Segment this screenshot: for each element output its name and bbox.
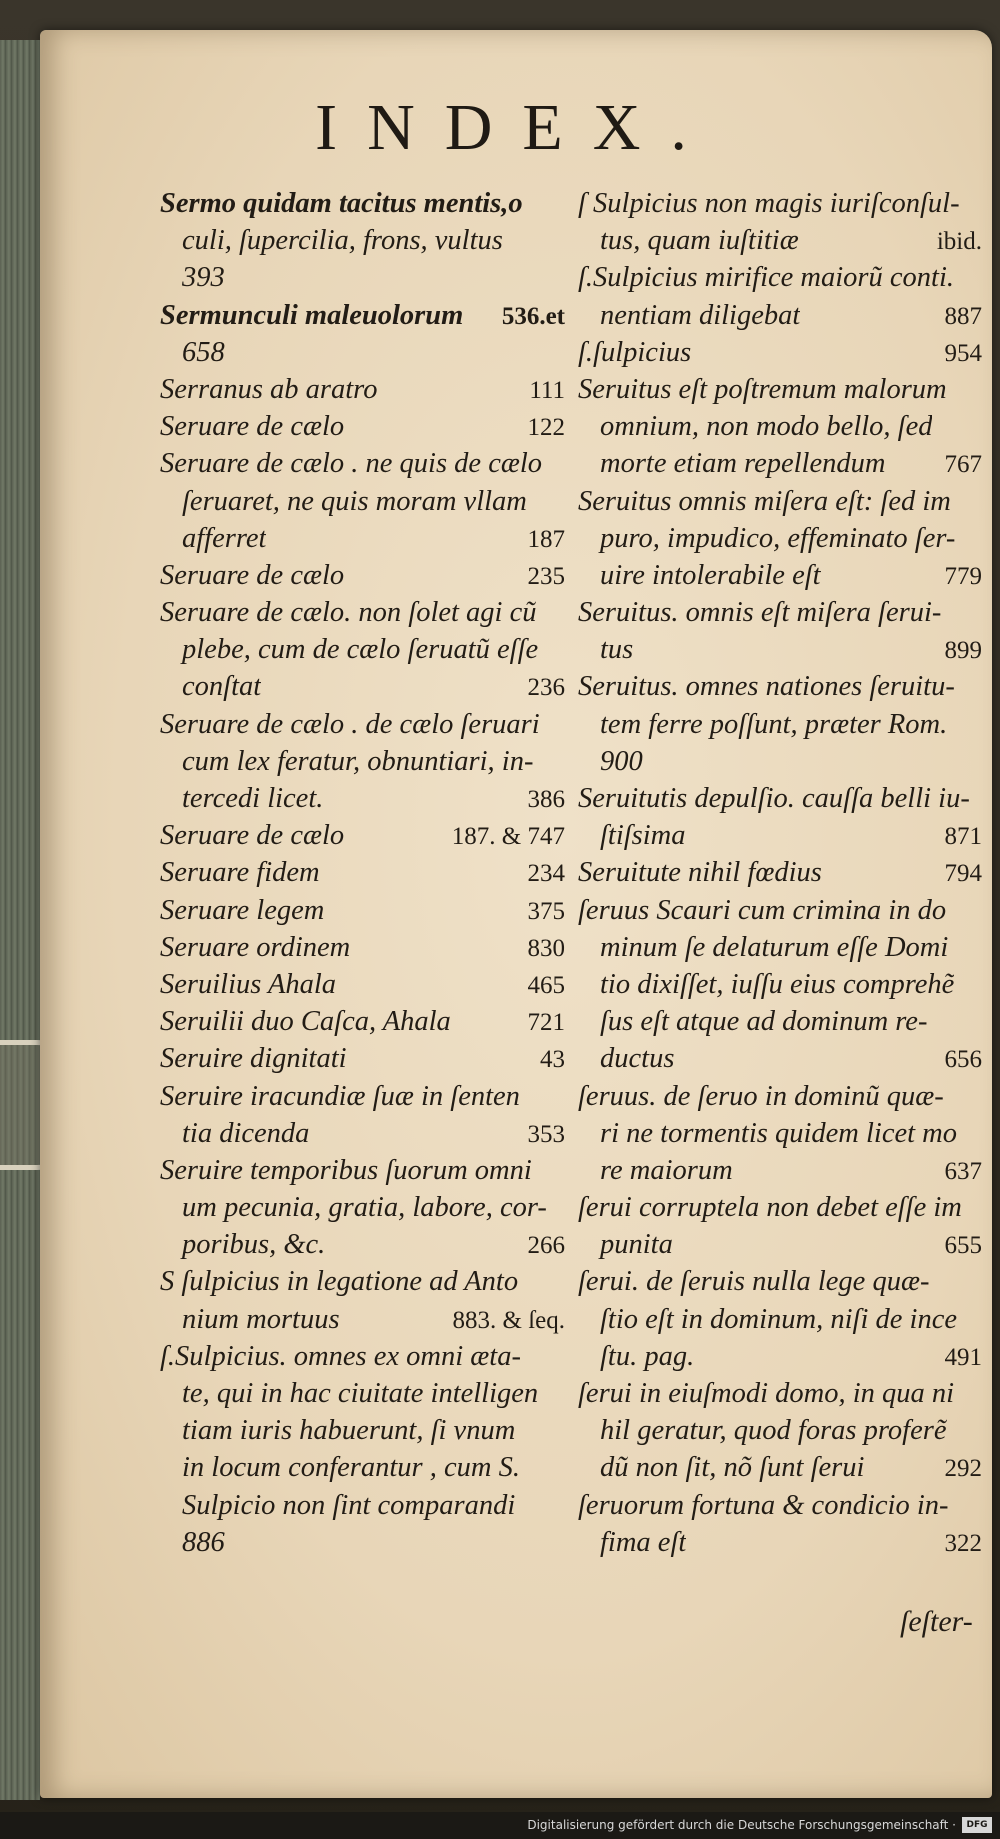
index-entry-line — [578, 1449, 982, 1486]
entry-text: Seruare legem — [160, 894, 325, 926]
entry-page-ref: 187. & 747 — [451, 823, 565, 851]
entry-text: ſ.Sulpicius. omnes ex omni æta- — [160, 1340, 521, 1372]
entry-text: Seruire dignitati — [160, 1043, 347, 1075]
index-entry-line — [578, 817, 982, 854]
index-entry-line — [578, 334, 982, 371]
entry-text: minum ſe delaturum eſſe Domi — [600, 931, 949, 963]
entry-text: te, qui in hac ciuitate intelligen — [182, 1378, 539, 1409]
entry-text: punita — [600, 1229, 673, 1261]
index-entry-line — [160, 1003, 565, 1040]
entry-text: ductus — [600, 1043, 675, 1075]
entry-text: ſus eſt atque ad dominum re- — [600, 1006, 928, 1038]
index-entry-line — [160, 1226, 565, 1263]
entry-text: Sermunculi maleuolorum — [160, 299, 464, 331]
index-entry-line — [160, 1115, 565, 1152]
index-entry-line — [160, 297, 565, 334]
index-entry-line — [160, 892, 565, 929]
index-column-left — [160, 185, 565, 1561]
index-entry-line — [578, 1412, 982, 1449]
index-entry-line — [578, 483, 982, 520]
entry-text: puro, impudico, effeminato ſer- — [600, 522, 956, 554]
entry-text: Seruitus omnis miſera eſt: ſed im — [578, 485, 951, 517]
entry-page-ref: 375 — [527, 897, 565, 925]
index-entry-line — [160, 1524, 565, 1561]
entry-text: conſtat — [182, 671, 262, 703]
index-entry-line — [160, 1040, 565, 1077]
footer-bar — [0, 1812, 1000, 1839]
entry-text: nentiam diligebat — [600, 299, 801, 331]
entry-page-ref: 122 — [527, 414, 565, 442]
entry-text: 393 — [182, 262, 225, 294]
entry-text: Seruitus eſt poſtremum malorum — [578, 373, 947, 405]
entry-text: uire intolerabile eſt — [600, 559, 821, 591]
index-entry-line — [578, 780, 982, 817]
index-entry-line — [578, 371, 982, 408]
index-entry-line — [160, 371, 565, 408]
entry-text: cum lex feratur, obnuntiari, in- — [182, 745, 534, 777]
index-entry-line — [160, 1189, 565, 1226]
dfg-logo: DFG — [962, 1817, 992, 1833]
index-entry-line — [578, 408, 982, 445]
index-entry-line — [578, 222, 982, 259]
entry-page-ref: 235 — [527, 562, 565, 590]
entry-text: Seruare de cælo . ne quis de cælo — [160, 448, 543, 480]
index-entry-line — [578, 1338, 982, 1375]
entry-text: 658 — [182, 336, 225, 368]
entry-page-ref: 779 — [944, 562, 982, 590]
index-entry-line — [160, 929, 565, 966]
index-entry-line — [160, 1449, 565, 1486]
entry-text: S ſulpicius in legatione ad Anto — [160, 1266, 519, 1298]
index-entry-line — [578, 706, 982, 743]
index-entry-line — [578, 557, 982, 594]
index-entry-line — [578, 1226, 982, 1263]
entry-page-ref: 637 — [944, 1157, 982, 1185]
index-entry-line — [160, 1152, 565, 1189]
entry-page-ref: 656 — [944, 1046, 982, 1074]
index-entry-line — [160, 1338, 565, 1375]
entry-page-ref: 883. & ſeq. — [452, 1306, 565, 1334]
entry-text: dũ non ſit, nõ ſunt ſerui — [600, 1452, 865, 1484]
index-entry-line — [578, 1301, 982, 1338]
entry-text: Seruitute nihil fœdius — [578, 857, 822, 889]
index-entry-line — [578, 297, 982, 334]
index-entry-line — [160, 557, 565, 594]
entry-page-ref: ibid. — [936, 228, 982, 256]
index-entry-line — [578, 1003, 982, 1040]
entry-text: um pecunia, gratia, labore, cor- — [182, 1192, 547, 1224]
entry-text: Seruare fidem — [160, 857, 320, 889]
catchword: ſeſter- — [900, 1605, 973, 1638]
index-entry-line — [160, 222, 565, 259]
entry-text: ſeruaret, ne quis moram vllam — [182, 485, 527, 517]
entry-text: hil geratur, quod foras proferẽ — [600, 1415, 947, 1447]
entry-text: ſtu. pag. — [600, 1340, 695, 1372]
entry-page-ref: 111 — [529, 376, 565, 404]
index-entry-line — [160, 631, 565, 668]
entry-text: tus — [600, 634, 634, 666]
index-entry-line — [160, 966, 565, 1003]
entry-page-ref: 830 — [527, 934, 565, 962]
index-entry-line — [160, 445, 565, 482]
index-entry-line — [578, 1152, 982, 1189]
index-entry-line — [578, 929, 982, 966]
entry-text: Seruire temporibus ſuorum omni — [160, 1154, 532, 1186]
entry-text: Seruilii duo Caſca, Ahala — [160, 1006, 451, 1038]
index-entry-line — [160, 1412, 565, 1449]
index-entry-line — [160, 1301, 565, 1338]
entry-text: ſ.ſulpicius — [578, 336, 692, 368]
entry-page-ref: 187 — [527, 525, 565, 553]
entry-page-ref: 43 — [540, 1046, 565, 1074]
entry-text: Seruare de cælo — [160, 411, 345, 443]
entry-text: tio dixiſſet, iuſſu eius comprehẽ — [600, 968, 955, 1000]
index-entry-line — [578, 1375, 982, 1412]
entry-text: 886 — [182, 1526, 225, 1558]
entry-page-ref: 236 — [527, 674, 565, 702]
entry-page-ref: 767 — [944, 451, 982, 479]
index-entry-line — [578, 1115, 982, 1152]
index-entry-line — [578, 668, 982, 705]
index-entry-line — [578, 1189, 982, 1226]
index-entry-line — [578, 445, 982, 482]
book-page — [40, 30, 992, 1798]
index-entry-line — [578, 594, 982, 631]
entry-page-ref: 386 — [527, 786, 565, 813]
entry-text: ſeruus Scauri cum crimina in do — [578, 894, 947, 926]
entry-text: Seruare de cælo. non ſolet agi cũ — [160, 597, 537, 629]
footer-credit: Digitalisierung gefördert durch die Deutsche Forschungsgemeinschaft · — [527, 1818, 956, 1832]
entry-text: omnium, non modo bello, ſed — [600, 411, 933, 443]
entry-text: Seruitus. omnis eſt miſera ſerui- — [578, 597, 942, 629]
index-entry-line — [160, 854, 565, 891]
entry-text: ſerui corruptela non debet eſſe im — [578, 1192, 962, 1224]
entry-text: Serranus ab aratro — [160, 373, 378, 405]
index-entry-line — [578, 1524, 982, 1561]
index-entry-line — [160, 668, 565, 705]
entry-text: Seruare ordinem — [160, 931, 351, 963]
entry-text: tercedi licet. — [182, 783, 324, 814]
entry-text: Seruire iracundiæ ſuæ in ſenten — [160, 1080, 520, 1112]
entry-page-ref: 721 — [527, 1009, 565, 1037]
entry-text: morte etiam repellendum — [600, 448, 886, 480]
entry-page-ref: 871 — [944, 823, 982, 851]
index-entry-line — [578, 631, 982, 668]
entry-text: 900 — [600, 745, 643, 777]
entry-text: Seruare de cælo . de cælo ſeruari — [160, 708, 540, 740]
entry-text: Seruitutis depulſio. cauſſa belli iu- — [578, 783, 970, 814]
index-entry-line — [578, 892, 982, 929]
entry-text: plebe, cum de cælo ſeruatũ eſſe — [182, 634, 539, 666]
index-entry-line — [160, 185, 565, 222]
index-entry-line — [578, 1263, 982, 1300]
index-entry-line — [578, 520, 982, 557]
entry-text: ri ne tormentis quidem licet mo — [600, 1117, 957, 1149]
entry-page-ref: 655 — [944, 1232, 982, 1260]
entry-text: culi, ſupercilia, frons, vultus — [182, 225, 503, 257]
index-entry-line — [578, 966, 982, 1003]
entry-text: ſ Sulpicius non magis iuriſconſul- — [578, 188, 960, 219]
book-page-edges — [0, 40, 40, 1800]
entry-text: Sulpicio non ſint comparandi — [182, 1489, 516, 1521]
index-entry-line — [578, 259, 982, 296]
entry-text: in locum conferantur , cum S. — [182, 1452, 520, 1484]
index-entry-line — [160, 1487, 565, 1524]
entry-text: nium mortuus — [182, 1303, 340, 1335]
index-entry-line — [160, 520, 565, 557]
index-entry-line — [160, 483, 565, 520]
entry-page-ref: 353 — [527, 1120, 565, 1148]
entry-text: Seruitus. omnes nationes ſeruitu- — [578, 671, 955, 703]
index-entry-line — [160, 1078, 565, 1115]
entry-text: afferret — [182, 522, 267, 554]
entry-text: ſtiſsima — [600, 820, 686, 852]
index-entry-line — [160, 408, 565, 445]
entry-page-ref: 899 — [944, 637, 982, 665]
entry-page-ref: 266 — [527, 1232, 565, 1260]
index-entry-line — [160, 1263, 565, 1300]
index-entry-line — [160, 743, 565, 780]
index-entry-line — [160, 594, 565, 631]
entry-page-ref: 794 — [944, 860, 982, 888]
index-entry-line — [578, 185, 982, 222]
entry-page-ref: 292 — [944, 1455, 982, 1483]
entry-text: tiam iuris habuerunt, ſi vnum — [182, 1415, 516, 1447]
index-entry-line — [578, 854, 982, 891]
entry-text: ſtio eſt in dominum, niſi de ince — [600, 1303, 957, 1335]
entry-text: poribus, &c. — [182, 1229, 326, 1261]
entry-page-ref: 322 — [944, 1529, 982, 1557]
entry-text: Seruare de cælo — [160, 559, 345, 591]
index-entry-line — [160, 259, 565, 296]
index-entry-line — [160, 334, 565, 371]
entry-text: Seruilius Ahala — [160, 968, 337, 1000]
index-entry-line — [160, 780, 565, 817]
entry-text: Sermo quidam tacitus mentis,o — [160, 188, 523, 219]
entry-text: ſeruorum fortuna & condicio in- — [578, 1489, 949, 1521]
entry-text: tia dicenda — [182, 1117, 310, 1149]
index-entry-line — [578, 1487, 982, 1524]
entry-text: ſeruus. de ſeruo in dominũ quæ- — [578, 1080, 944, 1112]
page-heading: INDEX. — [315, 91, 717, 164]
index-entry-line — [578, 1078, 982, 1115]
index-entry-line — [160, 706, 565, 743]
index-entry-line — [160, 1375, 565, 1412]
entry-text: fima eſt — [600, 1526, 687, 1558]
entry-text: re maiorum — [600, 1154, 733, 1186]
index-entry-line — [578, 1040, 982, 1077]
index-column-right — [578, 185, 982, 1561]
entry-text: tem ferre poſſunt, præter Rom. — [600, 708, 948, 740]
index-entry-line — [160, 817, 565, 854]
entry-text: ſerui in eiuſmodi domo, in qua ni — [578, 1378, 955, 1409]
entry-text: tus, quam iuſtitiæ — [600, 225, 799, 257]
entry-page-ref: 536.et — [501, 302, 565, 330]
entry-text: Seruare de cælo — [160, 820, 345, 852]
entry-page-ref: 491 — [944, 1343, 982, 1371]
index-entry-line — [578, 743, 982, 780]
entry-page-ref: 234 — [527, 860, 565, 888]
entry-page-ref: 954 — [944, 339, 982, 367]
entry-page-ref: 887 — [944, 302, 982, 330]
entry-text: ſ.Sulpicius mirifice maiorũ conti. — [578, 262, 955, 294]
entry-page-ref: 465 — [527, 971, 565, 999]
entry-text: ſerui. de ſeruis nulla lege quæ- — [578, 1266, 930, 1298]
